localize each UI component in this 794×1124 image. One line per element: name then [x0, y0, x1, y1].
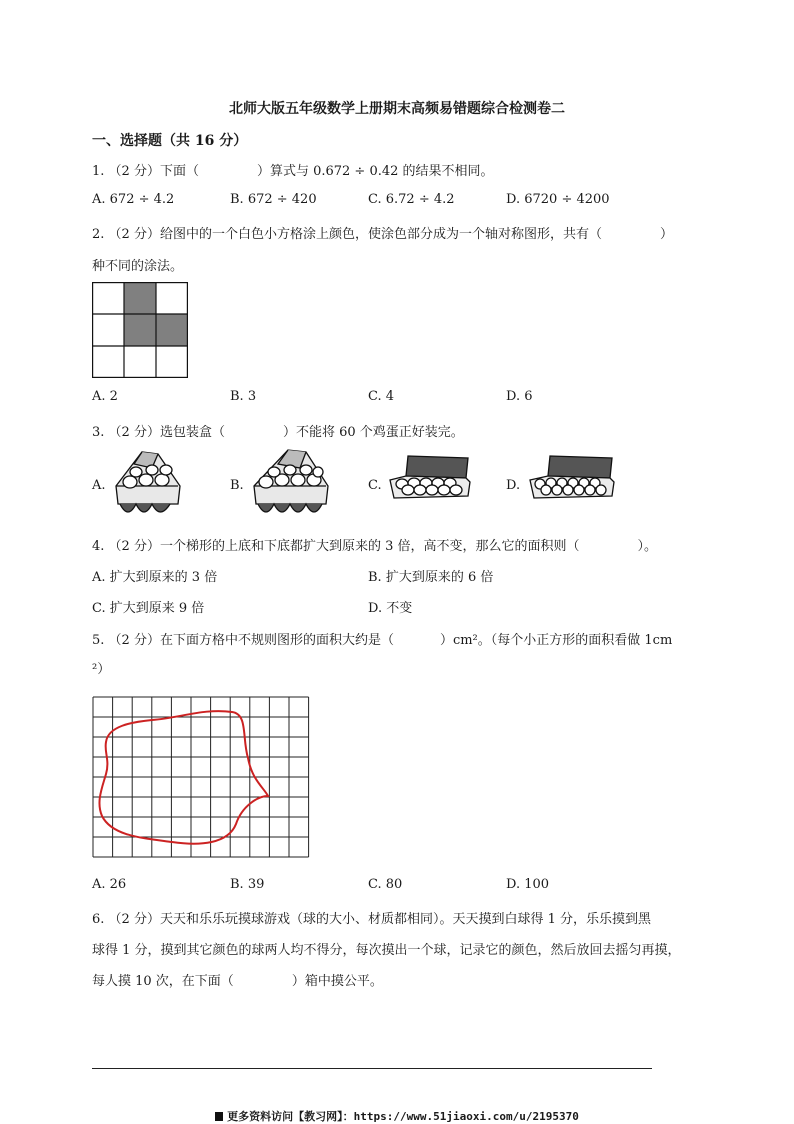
- question-5-line-1: [92, 629, 672, 648]
- q1-option-b: B. 672 ÷ 420: [230, 192, 317, 207]
- q1-option-c: C. 6.72 ÷ 4.2: [368, 192, 455, 207]
- q3-option-a: A.: [92, 478, 106, 493]
- question-2-line-1: [92, 223, 673, 242]
- q2-option-a: A. 2: [92, 389, 118, 404]
- q5-option-b: B. 39: [230, 877, 265, 892]
- question-2-line-2: 种不同的涂法。: [92, 259, 184, 274]
- footer[interactable]: [0, 1108, 794, 1124]
- question-1-text-before: 1. （2 分）下面（: [92, 164, 199, 179]
- three-by-three-grid-figure: [92, 282, 188, 378]
- q2-option-c: C. 4: [368, 389, 395, 404]
- question-3: [92, 421, 464, 440]
- question-1: [92, 160, 494, 179]
- footer-link-text[interactable]: 更多资料访问【教习网】：https://www.51jiaoxi.com/u/2195370: [227, 1110, 579, 1123]
- section-heading: 一、选择题（共 16 分）: [92, 133, 248, 149]
- q4-option-d: D. 不变: [368, 601, 413, 616]
- q5-option-c: C. 80: [368, 877, 403, 892]
- q1-option-a: A. 672 ÷ 4.2: [92, 192, 175, 207]
- question-6-line-3: [92, 970, 383, 989]
- q2-option-d: D. 6: [506, 389, 533, 404]
- page-title: 北师大版五年级数学上册期末高频易错题综合检测卷二: [229, 101, 565, 117]
- irregular-shape-grid-figure: [92, 696, 312, 858]
- q1-option-d: D. 6720 ÷ 4200: [506, 192, 610, 207]
- egg-carton-eight-icon: [248, 446, 332, 522]
- question-3-text-before: 3. （2 分）选包装盒（: [92, 425, 225, 440]
- q4-option-c: C. 扩大到原来 9 倍: [92, 601, 205, 616]
- shaded-cell: [124, 314, 156, 346]
- question-4-text-before: 4. （2 分）一个梯形的上底和下底都扩大到原来的 3 倍，高不变，那么它的面积则（: [92, 539, 580, 554]
- q3-option-c: C.: [368, 478, 382, 493]
- question-6-line-2: 球得 1 分，摸到其它颜色的球两人均不得分，每次摸出一个球，记录它的颜色，然后放回去摇匀再摸，: [92, 943, 681, 958]
- footer-divider: [92, 1068, 652, 1069]
- egg-carton-twelve-icon: [526, 452, 616, 504]
- question-2-text-before: 2. （2 分）给图中的一个白色小方格涂上颜色，使涂色部分成为一个轴对称图形，共有（: [92, 227, 602, 242]
- question-4-text-after: ）。: [637, 539, 657, 554]
- question-6-line-1: 6. （2 分）天天和乐乐玩摸球游戏（球的大小、材质都相同）。天天摸到白球得 1 分，乐乐摸到黑: [92, 912, 651, 927]
- question-4: [92, 535, 657, 554]
- q5-option-d: D. 100: [506, 877, 550, 892]
- shaded-cell: [124, 282, 156, 314]
- q4-option-a: A. 扩大到原来的 3 倍: [92, 570, 218, 585]
- q5-option-a: A. 26: [92, 877, 127, 892]
- q3-option-b: B.: [230, 478, 244, 493]
- egg-carton-ten-icon: [386, 452, 472, 504]
- egg-carton-six-icon: [108, 446, 184, 522]
- question-5-line-2: ²）: [92, 662, 111, 677]
- shaded-cell: [156, 314, 188, 346]
- q4-option-b: B. 扩大到原来的 6 倍: [368, 570, 494, 585]
- question-6-text-before: 每人摸 10 次，在下面（: [92, 974, 234, 989]
- q3-option-d: D.: [506, 478, 521, 493]
- question-3-text-after: ）不能将 60 个鸡蛋正好装完。: [282, 425, 464, 440]
- question-5-text-after: ）cm²。（每个小正方形的面积看做 1cm: [439, 633, 673, 648]
- question-5-text-before: 5. （2 分）在下面方格中不规则图形的面积大约是（: [92, 633, 394, 648]
- question-6-text-after: ）箱中摸公平。: [291, 974, 383, 989]
- q2-option-b: B. 3: [230, 389, 257, 404]
- question-1-text-after: ）算式与 0.672 ÷ 0.42 的结果不相同。: [256, 164, 494, 179]
- question-2-text-after: ）: [659, 227, 673, 242]
- flag-icon: [215, 1112, 223, 1121]
